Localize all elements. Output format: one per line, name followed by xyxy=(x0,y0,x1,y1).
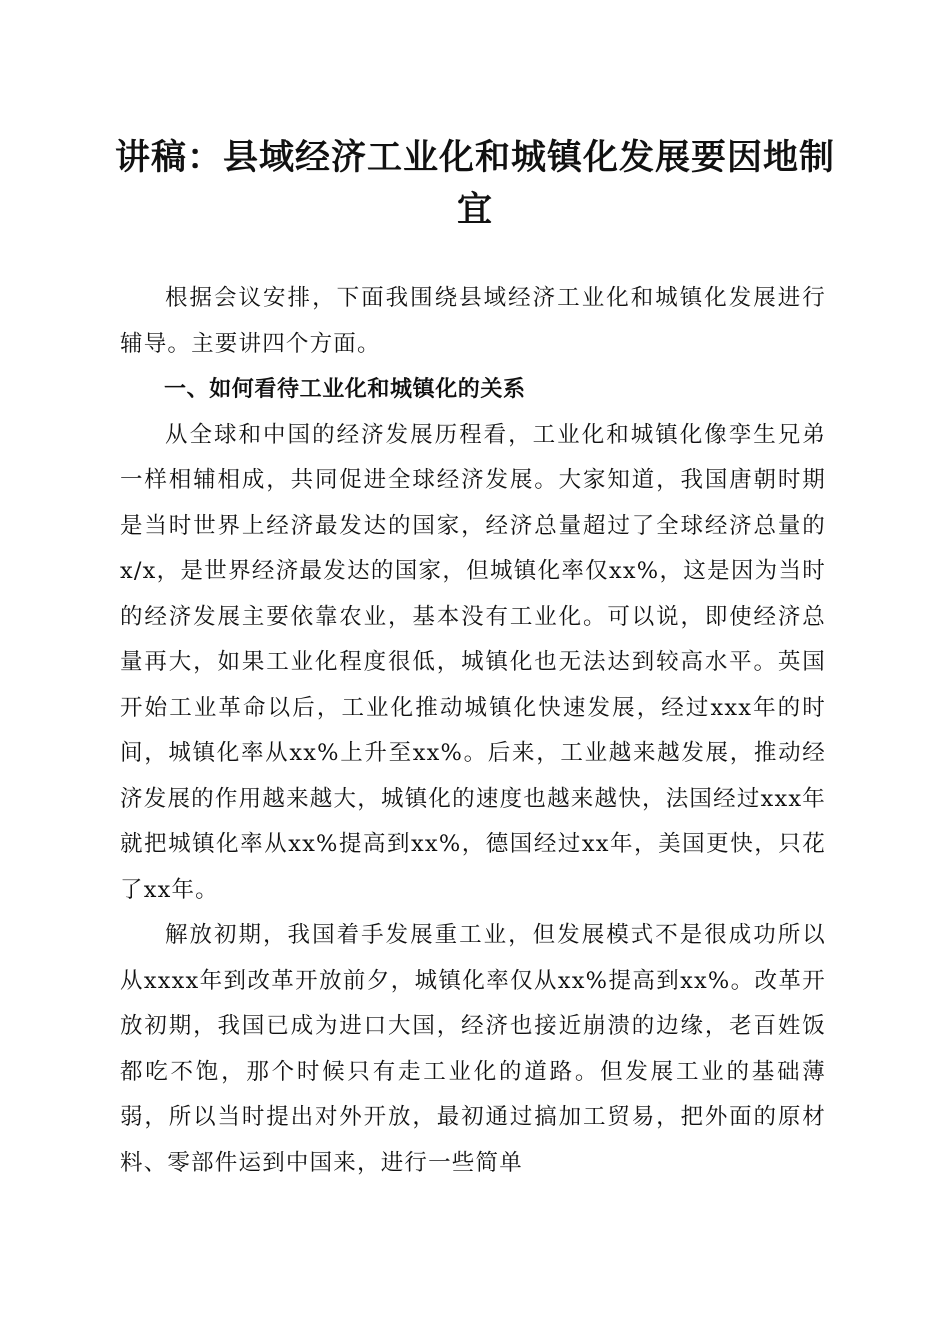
section-heading: 一、如何看待工业化和城镇化的关系 xyxy=(164,377,526,402)
intro-paragraph: 根据会议安排，下面我围绕县域经济工业化和城镇化发展进行辅导。主要讲四个方面。 xyxy=(120,285,826,357)
document-body xyxy=(120,276,826,1186)
body-paragraph: 解放初期，我国着手发展重工业，但发展模式不是很成功所以从xxxx年到改革开放前夕，城镇化率仅从xx%提高到xx%。改革开放初期，我国已成为进口大国，经济也接近崩溃的边缘，老百姓饭都吃不饱，那个时候只有走工业化的道路。但发展工业的基础薄弱，所以当时提出对外开放，最初通过搞加工贸易，把外面的原材料、零部件运到中国来，进行一些简单 xyxy=(120,922,826,1176)
body-paragraph: 从全球和中国的经济发展历程看，工业化和城镇化像孪生兄弟一样相辅相成，共同促进全球经济发展。大家知道，我国唐朝时期是当时世界上经济最发达的国家，经济总量超过了全球经济总量的x/x，是世界经济最发达的国家，但城镇化率仅xx%，这是因为当时的经济发展主要依靠农业，基本没有工业化。可以说，即使经济总量再大，如果工业化程度很低，城镇化也无法达到较高水平。英国开始工业革命以后，工业化推动城镇化快速发展，经过xxx年的时间，城镇化率从xx%上升至xx%。后来，工业越来越发展，推动经济发展的作用越来越大，城镇化的速度也越来越快，法国经过xxx年就把城镇化率从xx%提高到xx%，德国经过xx年，美国更快，只花了xx年。 xyxy=(120,421,826,903)
document-title: 讲稿：县域经济工业化和城镇化发展要因地制宜 xyxy=(114,137,835,230)
